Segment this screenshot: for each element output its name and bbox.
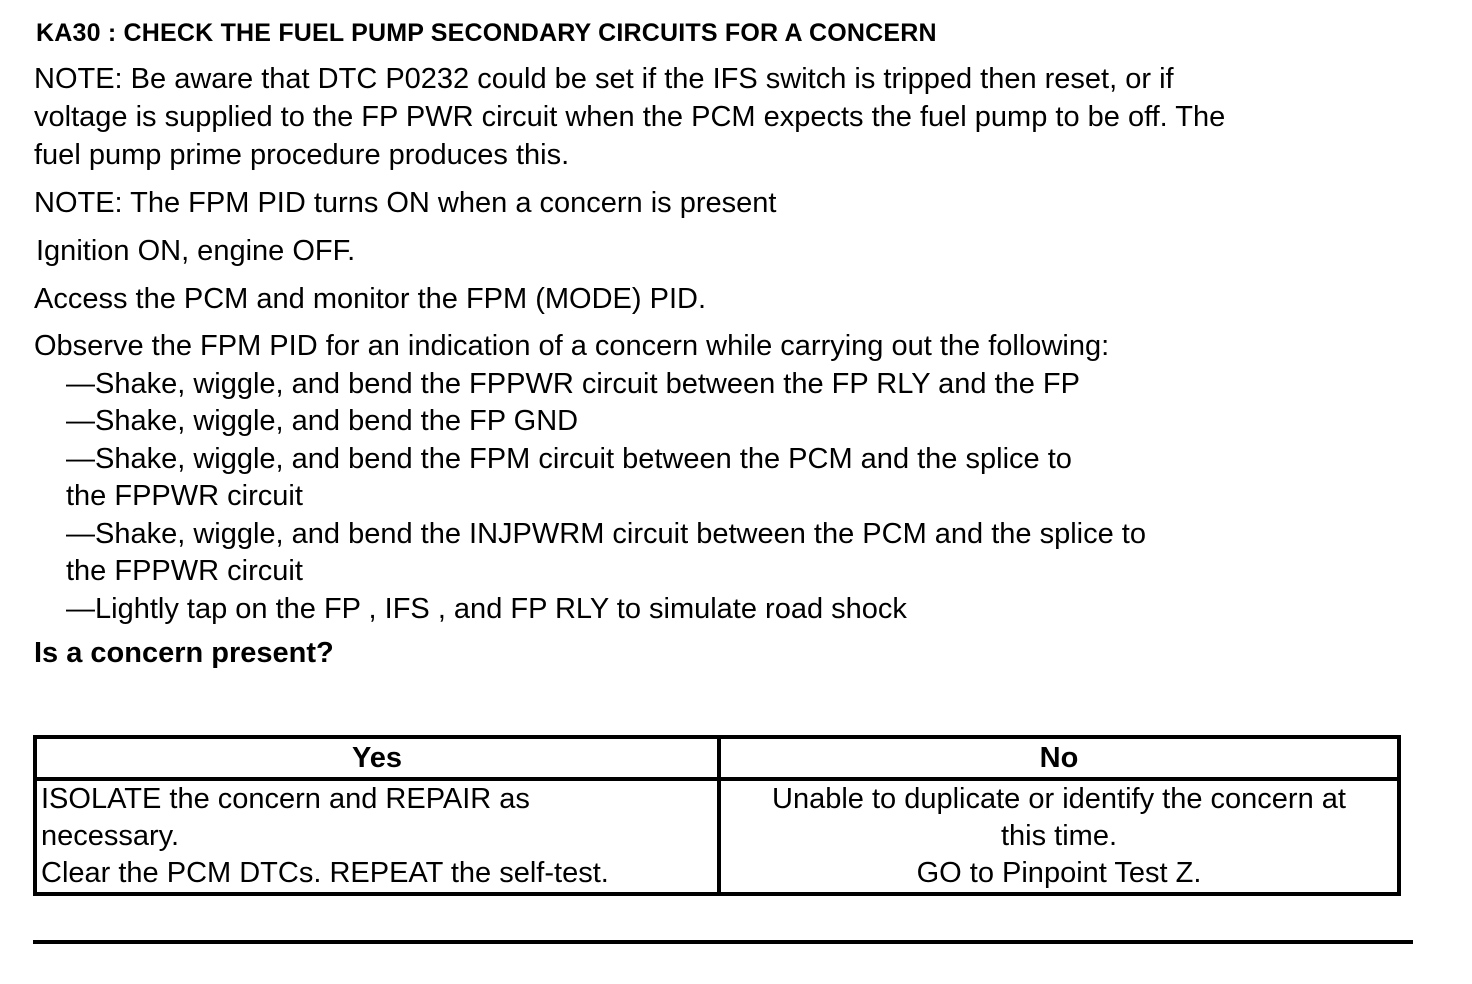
yes-action-cell (35, 779, 719, 894)
note-line: voltage is supplied to the FP PWR circuit when the PCM expects the fuel pump to be off. The (34, 101, 1226, 133)
action-item: —Shake, wiggle, and bend the FPM circuit between the PCM and the splice to (66, 442, 1072, 475)
decision-table-row (35, 779, 1399, 894)
note-fpm-pid: NOTE: The FPM PID turns ON when a concern is present (34, 187, 777, 219)
action-item-continuation: the FPPWR circuit (66, 555, 303, 587)
note-line: NOTE: Be aware that DTC P0232 could be set if the IFS switch is tripped then reset, or if (34, 63, 1174, 95)
yes-action-line: Clear the PCM DTCs. REPEAT the self-test. (41, 857, 609, 889)
no-action-line: Unable to duplicate or identify the concern at (772, 783, 1346, 815)
decision-table-header-row (35, 737, 1399, 779)
yes-column-header: Yes (35, 737, 719, 779)
action-list (66, 366, 1434, 629)
instruction-observe: Observe the FPM PID for an indication of a concern while carrying out the following: (34, 330, 1110, 362)
action-item: —Lightly tap on the FP , IFS , and FP RLY to simulate road shock (66, 592, 907, 625)
procedure-document (34, 16, 1434, 672)
step-title: KA30 : CHECK THE FUEL PUMP SECONDARY CIRCUITS FOR A CONCERN (36, 19, 937, 47)
note-ifs-switch (34, 60, 1434, 174)
decision-table (33, 735, 1401, 896)
no-action-cell (719, 779, 1399, 894)
action-item: —Shake, wiggle, and bend the INJPWRM circuit between the PCM and the splice to (66, 517, 1146, 550)
action-item: —Shake, wiggle, and bend the FPPWR circuit between the FP RLY and the FP (66, 367, 1080, 400)
instruction-ignition: Ignition ON, engine OFF. (36, 235, 356, 267)
note-line: fuel pump prime procedure produces this. (34, 139, 570, 171)
decision-question: Is a concern present? (34, 637, 334, 669)
no-action-line: GO to Pinpoint Test Z. (916, 857, 1202, 889)
action-item: —Shake, wiggle, and bend the FP GND (66, 405, 579, 437)
instruction-access-pcm: Access the PCM and monitor the FPM (MODE) PID. (34, 283, 707, 315)
no-action-line: this time. (1000, 820, 1118, 852)
yes-action-line: ISOLATE the concern and REPAIR as (41, 783, 530, 815)
section-divider (33, 940, 1413, 944)
yes-action-line: necessary. (41, 820, 180, 852)
action-item-continuation: the FPPWR circuit (66, 480, 303, 512)
no-column-header: No (719, 737, 1399, 779)
